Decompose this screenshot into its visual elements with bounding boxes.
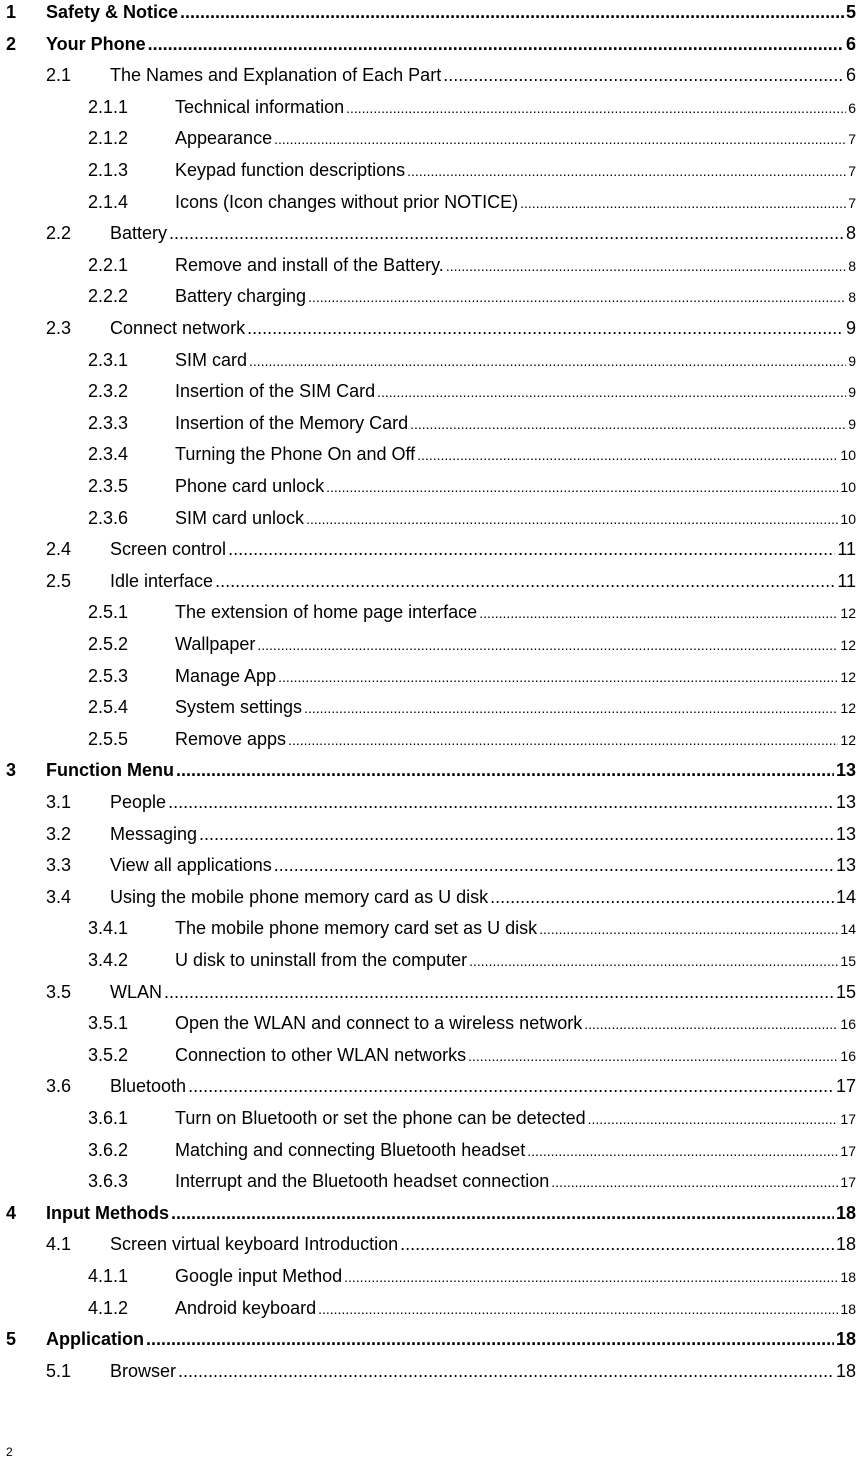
toc-entry-page: 12 — [840, 731, 856, 748]
toc-entry[interactable] — [46, 1231, 856, 1257]
toc-entry-title: Icons (Icon changes without prior NOTICE) — [175, 191, 519, 212]
dot-leader — [148, 31, 844, 57]
toc-entry[interactable] — [6, 757, 856, 783]
toc-entry[interactable] — [6, 31, 856, 57]
toc-entry-number: 2.1.2 — [88, 128, 129, 149]
toc-entry[interactable] — [46, 1073, 856, 1099]
toc-entry-title: Bluetooth — [110, 1076, 187, 1097]
toc-entry-page: 7 — [848, 163, 856, 179]
toc-entry-number: 2.4 — [46, 539, 72, 560]
dot-leader — [171, 1200, 834, 1226]
toc-entry-number: 3 — [6, 760, 17, 781]
toc-entry-title: Connect network — [110, 318, 246, 338]
dot-leader — [164, 979, 834, 1005]
toc-entry-page: 15 — [840, 953, 856, 969]
toc-entry-page: 18 — [840, 1269, 856, 1285]
toc-entry-title: Function Menu — [46, 760, 174, 781]
toc-entry-page: 10 — [840, 447, 856, 464]
dot-leader — [180, 0, 844, 25]
toc-entry-number: 1 — [6, 2, 17, 22]
toc-entry-page: 5 — [845, 2, 856, 22]
dot-leader — [278, 664, 838, 689]
toc-entry-title: Technical information — [175, 96, 345, 117]
toc-entry[interactable] — [46, 536, 856, 562]
toc-entry-number: 2.3.1 — [88, 349, 129, 370]
toc-entry-number: 2.1 — [46, 65, 72, 86]
dot-leader — [215, 568, 835, 594]
toc-entry-page: 13 — [835, 760, 856, 781]
toc-entry-number: 3.3 — [46, 855, 72, 876]
toc-entry[interactable] — [46, 789, 856, 815]
toc-entry[interactable] — [46, 852, 856, 878]
toc-entry-title: WLAN — [110, 981, 163, 1002]
toc-entry[interactable] — [88, 631, 856, 657]
toc-entry-title: SIM card — [175, 349, 248, 370]
toc-entry-number: 4.1.1 — [88, 1266, 129, 1286]
toc-entry[interactable] — [88, 1137, 856, 1163]
toc-entry-number: 2.2.1 — [88, 254, 129, 275]
toc-entry-page: 11 — [837, 570, 856, 591]
toc-entry-number: 2.5.5 — [88, 728, 129, 749]
toc-entry-number: 2.5.1 — [88, 602, 129, 623]
toc-entry[interactable] — [6, 1326, 856, 1352]
toc-entry-page: 8 — [848, 257, 856, 274]
toc-entry-number: 2 — [6, 33, 17, 54]
toc-entry[interactable] — [88, 1042, 856, 1068]
toc-entry-title: SIM card unlock — [175, 507, 305, 528]
toc-entry-title: The Names and Explanation of Each Part — [110, 65, 442, 86]
dot-leader — [249, 348, 846, 373]
dot-leader — [247, 315, 844, 341]
toc-entry-number: 2.3.6 — [88, 507, 129, 528]
dot-leader — [288, 727, 838, 752]
toc-entry-page: 12 — [840, 637, 856, 653]
toc-entry-number: 3.2 — [46, 823, 72, 844]
toc-entry-page: 10 — [840, 510, 856, 527]
toc-entry-title: Google input Method — [175, 1266, 343, 1286]
toc-entry[interactable] — [88, 252, 856, 278]
toc-entry[interactable] — [46, 1358, 856, 1384]
toc-entry-title: Screen control — [110, 539, 227, 560]
toc-entry[interactable] — [88, 157, 856, 183]
toc-entry-page: 13 — [835, 792, 856, 812]
toc-entry-number: 2.5.3 — [88, 665, 129, 686]
toc-entry-title: Turn on Bluetooth or set the phone can be detected — [175, 1108, 586, 1128]
dot-leader — [188, 1073, 834, 1099]
dot-leader — [228, 536, 835, 562]
toc-entry-number: 3.1 — [46, 792, 72, 812]
toc-entry[interactable] — [88, 94, 856, 120]
dot-leader — [178, 1358, 834, 1384]
toc-entry-number: 3.5.2 — [88, 1044, 129, 1065]
toc-entry-number: 2.2.2 — [88, 286, 129, 307]
dot-leader — [146, 1326, 834, 1352]
toc-entry-title: The extension of home page interface — [175, 602, 478, 623]
toc-entry-page: 7 — [848, 194, 856, 211]
toc-entry-title: Remove apps — [175, 728, 287, 749]
dot-leader — [274, 852, 834, 878]
dot-leader — [551, 1169, 838, 1194]
toc-entry[interactable] — [88, 726, 856, 752]
toc-entry[interactable] — [46, 315, 856, 341]
toc-entry-number: 4.1.2 — [88, 1297, 129, 1318]
toc-entry-number: 3.6.2 — [88, 1139, 129, 1160]
dot-leader — [588, 1106, 839, 1131]
dot-leader — [407, 158, 846, 183]
dot-leader — [169, 220, 844, 246]
toc-entry-title: View all applications — [110, 855, 272, 876]
toc-entry-page: 6 — [845, 65, 856, 86]
toc-entry-page: 12 — [840, 668, 856, 685]
toc-entry-page: 17 — [835, 1076, 856, 1097]
dot-leader — [479, 600, 838, 625]
toc-entry-title: Matching and connecting Bluetooth headset — [175, 1139, 526, 1160]
toc-entry-page: 15 — [835, 981, 856, 1002]
toc-entry-page: 18 — [835, 1329, 856, 1350]
dot-leader — [469, 948, 838, 973]
dot-leader — [326, 474, 838, 499]
toc-entry-number: 2.5 — [46, 570, 72, 591]
toc-entry-page: 18 — [835, 1234, 856, 1255]
dot-leader — [318, 1296, 838, 1321]
toc-entry[interactable] — [88, 125, 856, 151]
toc-entry[interactable] — [88, 1010, 856, 1036]
toc-entry[interactable] — [88, 1295, 856, 1321]
toc-entry[interactable] — [88, 694, 856, 720]
dot-leader — [176, 757, 834, 783]
toc-entry-page: 9 — [848, 384, 856, 401]
toc-entry-number: 5 — [6, 1329, 17, 1350]
toc-entry[interactable] — [6, 1200, 856, 1226]
toc-entry[interactable] — [46, 220, 856, 246]
toc-entry-number: 3.4.1 — [88, 918, 129, 939]
toc-entry-title: Battery charging — [175, 286, 307, 307]
dot-leader — [539, 916, 838, 941]
dot-leader — [274, 126, 846, 151]
toc-entry-page: 16 — [840, 1016, 856, 1033]
toc-entry-number: 5.1 — [46, 1360, 72, 1381]
dot-leader — [304, 695, 838, 720]
toc-entry-page: 10 — [840, 479, 856, 495]
toc-entry-title: Battery — [110, 223, 168, 244]
toc-entry-number: 4.1 — [46, 1234, 72, 1255]
toc-entry-number: 4 — [6, 1202, 17, 1223]
toc-entry-number: 3.5.1 — [88, 1013, 129, 1034]
page-number: 2 — [6, 1445, 13, 1459]
toc-entry[interactable] — [88, 599, 856, 625]
toc-entry-page: 18 — [835, 1360, 856, 1381]
toc-entry-number: 3.6 — [46, 1076, 72, 1097]
toc-entry[interactable] — [88, 947, 856, 973]
toc-entry-title: Application — [46, 1329, 144, 1350]
toc-entry-number: 3.5 — [46, 981, 72, 1002]
toc-entry-page: 13 — [835, 855, 856, 876]
toc-entry[interactable] — [88, 378, 856, 404]
toc-entry-page: 16 — [840, 1047, 856, 1064]
toc-entry-page: 12 — [840, 605, 856, 622]
toc-entry-number: 2.2 — [46, 223, 72, 244]
dot-leader — [346, 95, 846, 120]
toc-entry-page: 12 — [840, 700, 856, 717]
dot-leader — [443, 62, 844, 88]
toc-entry-number: 2.3 — [46, 318, 72, 338]
toc-entry-number: 2.5.4 — [88, 697, 129, 718]
toc-entry-title: Appearance — [175, 128, 273, 149]
toc-entry-number: 2.3.3 — [88, 412, 129, 433]
toc-entry-title: Insertion of the Memory Card — [175, 412, 409, 433]
toc-entry-number: 2.3.2 — [88, 381, 129, 402]
dot-leader — [308, 284, 846, 309]
toc-entry-number: 2.3.5 — [88, 476, 129, 496]
toc-entry-number: 2.1.1 — [88, 96, 129, 117]
dot-leader — [446, 253, 846, 278]
toc-entry-title: Messaging — [110, 823, 198, 844]
toc-entry-page: 17 — [840, 1174, 856, 1191]
toc-entry-title: Remove and install of the Battery. — [175, 254, 444, 275]
toc-entry-page: 6 — [848, 99, 856, 116]
toc-entry-page: 9 — [848, 352, 856, 369]
toc-entry[interactable] — [46, 62, 856, 88]
toc-entry-number: 2.5.2 — [88, 634, 129, 654]
toc-entry-title: People — [110, 792, 167, 812]
toc-entry-title: Input Methods — [46, 1202, 169, 1223]
toc-entry-title: Screen virtual keyboard Introduction — [110, 1234, 399, 1255]
toc-entry-title: Keypad function descriptions — [175, 160, 406, 180]
toc-entry[interactable] — [46, 568, 856, 594]
toc-entry-title: Wallpaper — [175, 634, 256, 654]
toc-entry[interactable] — [88, 505, 856, 531]
toc-entry[interactable] — [88, 347, 856, 373]
toc-entry-title: System settings — [175, 697, 303, 718]
toc-entry-page: 18 — [835, 1202, 856, 1223]
toc-entry[interactable] — [88, 189, 856, 215]
toc-entry[interactable] — [88, 1263, 856, 1289]
toc-entry-page: 14 — [835, 886, 856, 907]
toc-entry-title: Using the mobile phone memory card as U disk — [110, 886, 489, 907]
dot-leader — [168, 789, 834, 815]
toc-entry-number: 3.6.3 — [88, 1171, 129, 1192]
toc-entry-page: 9 — [848, 415, 856, 432]
dot-leader — [344, 1264, 838, 1289]
toc-entry-title: Connection to other WLAN networks — [175, 1044, 467, 1065]
dot-leader — [306, 506, 838, 531]
toc-entry-number: 2.1.3 — [88, 160, 129, 180]
toc-entry[interactable] — [88, 283, 856, 309]
toc-entry-title: Manage App — [175, 665, 277, 686]
toc-entry[interactable] — [88, 1105, 856, 1131]
toc-entry-page: 8 — [848, 289, 856, 306]
dot-leader — [527, 1138, 838, 1163]
toc-entry-title: Turning the Phone On and Off — [175, 444, 416, 465]
toc-entry-number: 3.4 — [46, 886, 72, 907]
toc-entry[interactable] — [6, 0, 856, 25]
dot-leader — [490, 884, 834, 910]
toc-entry-number: 3.4.2 — [88, 950, 129, 970]
toc-entry-page: 17 — [840, 1111, 856, 1127]
toc-entry-number: 2.1.4 — [88, 191, 129, 212]
toc-entry-title: Browser — [110, 1360, 177, 1381]
dot-leader — [377, 379, 846, 404]
toc-entry-number: 2.3.4 — [88, 444, 129, 465]
toc-entry-page: 11 — [837, 539, 856, 560]
toc-entry[interactable] — [46, 979, 856, 1005]
toc-entry[interactable] — [46, 821, 856, 847]
toc-entry-title: Idle interface — [110, 570, 214, 591]
dot-leader — [417, 442, 838, 467]
toc-entry-page: 8 — [845, 223, 856, 244]
toc-entry-title: Phone card unlock — [175, 476, 325, 496]
dot-leader — [199, 821, 834, 847]
toc-entry[interactable] — [88, 1168, 856, 1194]
toc-entry-page: 6 — [845, 33, 856, 54]
toc-entry[interactable] — [88, 410, 856, 436]
toc-entry-title: The mobile phone memory card set as U disk — [175, 918, 538, 939]
toc-entry-title: Open the WLAN and connect to a wireless network — [175, 1013, 583, 1034]
dot-leader — [468, 1043, 838, 1068]
dot-leader — [584, 1011, 838, 1036]
toc-entry-page: 14 — [840, 921, 856, 938]
toc-entry-title: Safety & Notice — [46, 2, 179, 22]
toc-entry[interactable] — [88, 473, 856, 499]
dot-leader — [257, 632, 838, 657]
toc-entry-title: U disk to uninstall from the computer — [175, 950, 468, 970]
toc-entry[interactable] — [46, 884, 856, 910]
toc-entry-page: 9 — [845, 318, 856, 338]
toc-entry-title: Insertion of the SIM Card — [175, 381, 376, 402]
dot-leader — [410, 411, 846, 436]
toc-entry[interactable] — [88, 915, 856, 941]
toc-entry-page: 18 — [840, 1300, 856, 1317]
toc-entry-number: 3.6.1 — [88, 1108, 129, 1128]
toc-entry-title: Android keyboard — [175, 1297, 317, 1318]
toc-entry-title: Interrupt and the Bluetooth headset connection — [175, 1171, 550, 1192]
toc-entry-title: Your Phone — [46, 33, 146, 54]
toc-entry-page: 13 — [835, 823, 856, 844]
dot-leader — [520, 190, 846, 215]
toc-entry-page: 7 — [848, 131, 856, 148]
dot-leader — [400, 1231, 834, 1257]
toc-entry[interactable] — [88, 663, 856, 689]
toc-entry-page: 17 — [840, 1142, 856, 1159]
toc-entry[interactable] — [88, 441, 856, 467]
